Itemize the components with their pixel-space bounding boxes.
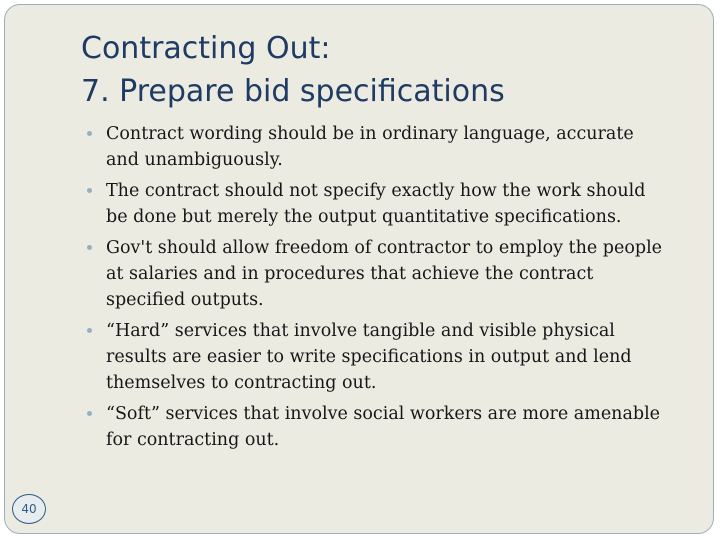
bullet-dot-icon bbox=[87, 411, 92, 416]
bullet-dot-icon bbox=[87, 245, 92, 250]
bullet-item bbox=[86, 401, 671, 453]
bullet-item bbox=[86, 235, 671, 313]
bullet-dot-icon bbox=[87, 131, 92, 136]
page-number-badge: 40 bbox=[12, 494, 46, 524]
slide bbox=[4, 4, 714, 534]
bullet-text: Gov't should allow freedom of contractor to employ the people at salaries and in procedures that achieve the contract specified outputs. bbox=[106, 238, 663, 310]
title-line-1: Contracting Out: bbox=[81, 31, 331, 66]
bullet-text: The contract should not specify exactly how the work should be done but merely the output quantitative specifications. bbox=[106, 181, 646, 227]
slide-title bbox=[81, 27, 505, 113]
bullet-dot-icon bbox=[87, 328, 92, 333]
bullet-text: Contract wording should be in ordinary language, accurate and unambiguously. bbox=[106, 124, 634, 170]
bullet-text: “Soft” services that involve social workers are more amenable for contracting out. bbox=[106, 404, 661, 450]
bullet-item bbox=[86, 318, 671, 396]
title-line-2: 7. Prepare bid specifications bbox=[81, 74, 505, 109]
bullet-text: “Hard” services that involve tangible and visible physical results are easier to write specifications in output and lend themselves to contracting out. bbox=[106, 321, 632, 393]
bullet-dot-icon bbox=[87, 188, 92, 193]
bullet-item bbox=[86, 121, 671, 173]
bullet-item bbox=[86, 178, 671, 230]
bullet-list bbox=[86, 121, 671, 458]
